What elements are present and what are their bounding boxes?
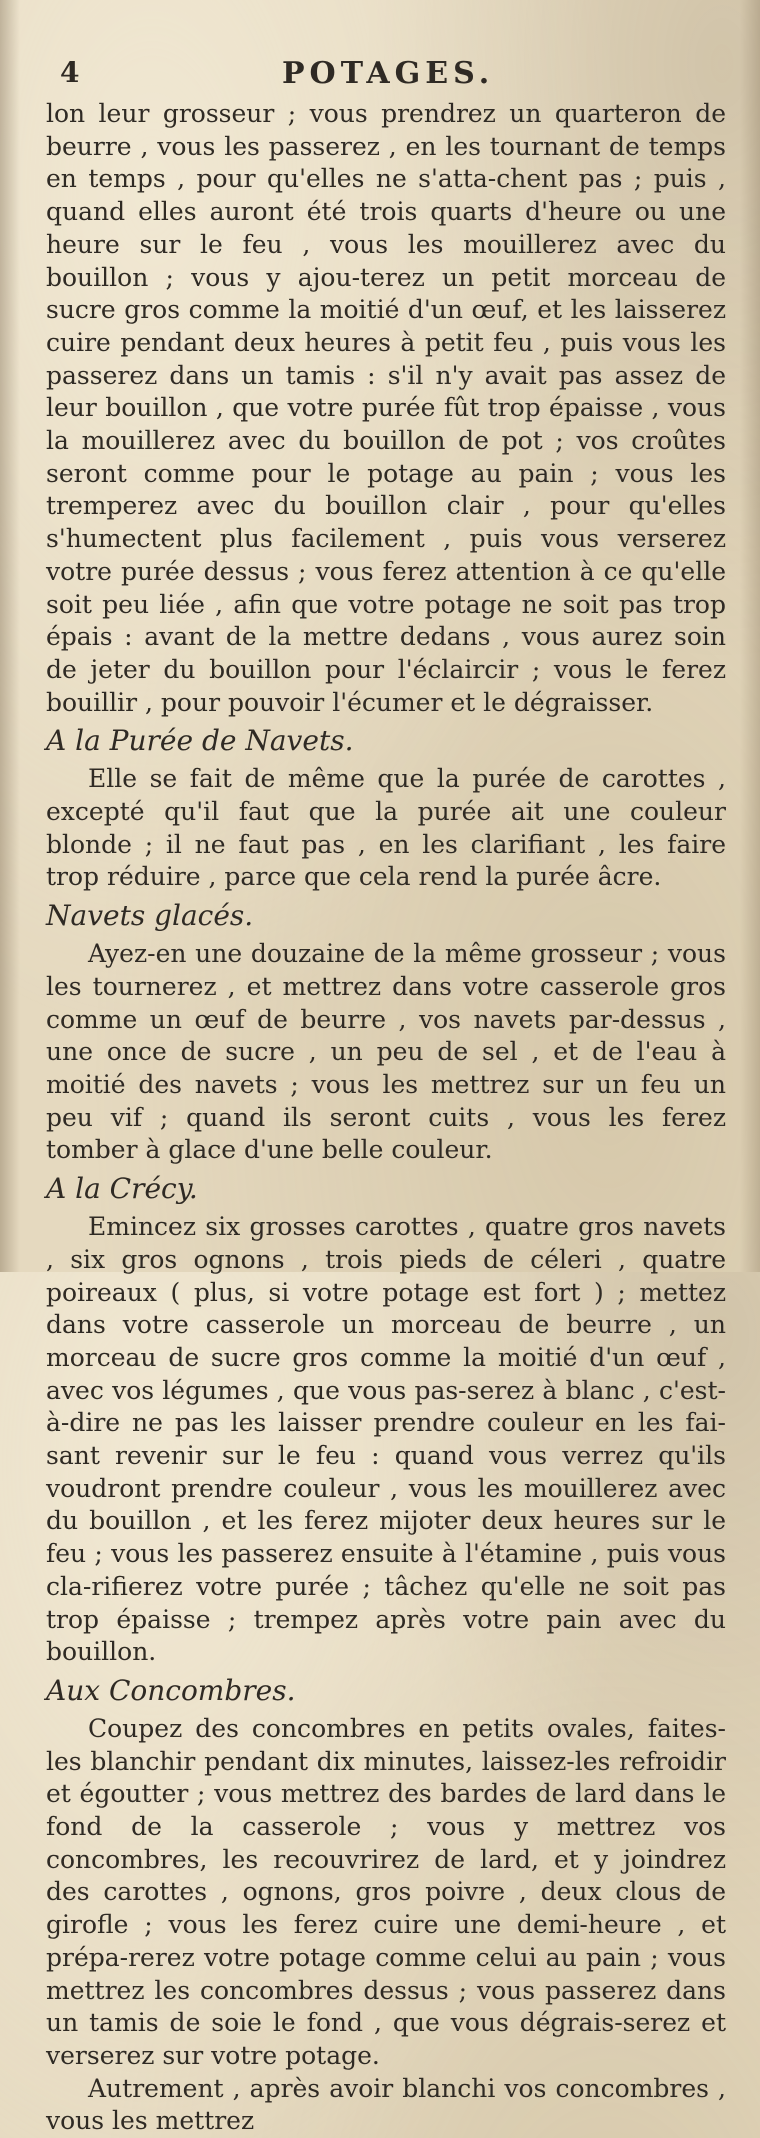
section-heading-navets-glaces: Navets glacés. bbox=[46, 899, 254, 933]
paragraph-navets-glaces: Ayez-en une douzaine de la même grosseur ; vous les tournerez , et mettrez dans votre casserole gros comme un œuf de beurre , vos navets par-dessus , une once de sucre , un peu de sel , et de l'eau à moitié des navets ; vous les mettrez sur un feu un peu vif ; quand ils seront cuits , vous les ferez tomber à glace d'une belle couleur. bbox=[46, 939, 726, 1165]
left-page-shadow bbox=[0, 0, 20, 1272]
running-head bbox=[0, 56, 760, 96]
right-page-shadow bbox=[740, 0, 760, 1272]
paragraph-puree-navets: Elle se fait de même que la purée de carottes , excepté qu'il faut que la purée ait une couleur blonde ; il ne faut pas , en les clarifiant , les faire trop réduire , parce que cela rend la purée âcre. bbox=[46, 764, 726, 892]
section-heading-crecy: A la Crécy. bbox=[46, 1172, 198, 1206]
paragraph-concombres: Coupez des concombres en petits ovales, faites-les blanchir pendant dix minutes, laissez-les refroidir et égoutter ; vous mettrez des bardes de lard dans le fond de la casserole ; vous y mettrez vos concombres, les recouvrirez de lard, et y joindrez des carottes , ognons, gros poivre , deux clous de girofle ; vous les ferez cuire une demi-heure , et prépa-rerez votre potage comme celui au pain ; vous mettrez les concombres dessus ; vous passerez dans un tamis de soie le fond , que vous dégrais-serez et verserez sur votre potage. bbox=[46, 1713, 726, 2070]
body-text bbox=[46, 98, 726, 2138]
page-number: 4 bbox=[60, 56, 81, 89]
running-title: POTAGES. bbox=[282, 56, 495, 91]
section-heading-concombres: Aux Concombres. bbox=[46, 1673, 296, 1707]
paragraph-autrement: Autrement , après avoir blanchi vos concombres , vous les mettrez bbox=[46, 2073, 726, 2136]
section-heading-puree-navets: A la Purée de Navets. bbox=[46, 724, 354, 758]
paragraph-crecy: Emincez six grosses carottes , quatre gros navets , six gros ognons , trois pieds de céleri , quatre poireaux ( plus, si votre potage est fort ) ; mettez dans votre casserole un morceau de beurre , un morceau de sucre gros comme la moitié d'un œuf , avec vos légumes , que vous pas-serez à blanc , c'est-à-dire ne pas les laisser prendre couleur en les fai-sant revenir sur le feu : quand vous verrez qu'ils voudront prendre couleur , vous les mouillerez avec du bouillon , et les ferez mijoter deux heures sur le feu ; vous les passerez ensuite à l'étamine , puis vous cla-rifierez votre purée ; tâchez qu'elle ne soit pas trop épaisse ; trempez après votre pain avec du bouillon. bbox=[46, 1212, 726, 1667]
paragraph-continued: lon leur grosseur ; vous prendrez un quarteron de beurre , vous les passerez , en les tournant de temps en temps , pour qu'elles ne s'atta-chent pas ; puis , quand elles auront été trois quarts d'heure ou une heure sur le feu , vous les mouillerez avec du bouillon ; vous y ajou-terez un petit morceau de sucre gros comme la moitié d'un œuf, et les laisserez cuire pendant deux heures à petit feu , puis vous les passerez dans un tamis : s'il n'y avait pas assez de leur bouillon , que votre purée fût trop épaisse , vous la mouillerez avec du bouillon de pot ; vos croûtes seront comme pour le potage au pain ; vous les tremperez avec du bouillon clair , pour qu'elles s'humectent plus facilement , puis vous verserez votre purée dessus ; vous ferez attention à ce qu'elle soit peu liée , afin que votre potage ne soit pas trop épais : avant de la mettre dedans , vous aurez soin de jeter du bouillon pour l'éclaircir ; vous le ferez bouillir , pour pouvoir l'écumer et le dégraisser. bbox=[46, 99, 726, 717]
